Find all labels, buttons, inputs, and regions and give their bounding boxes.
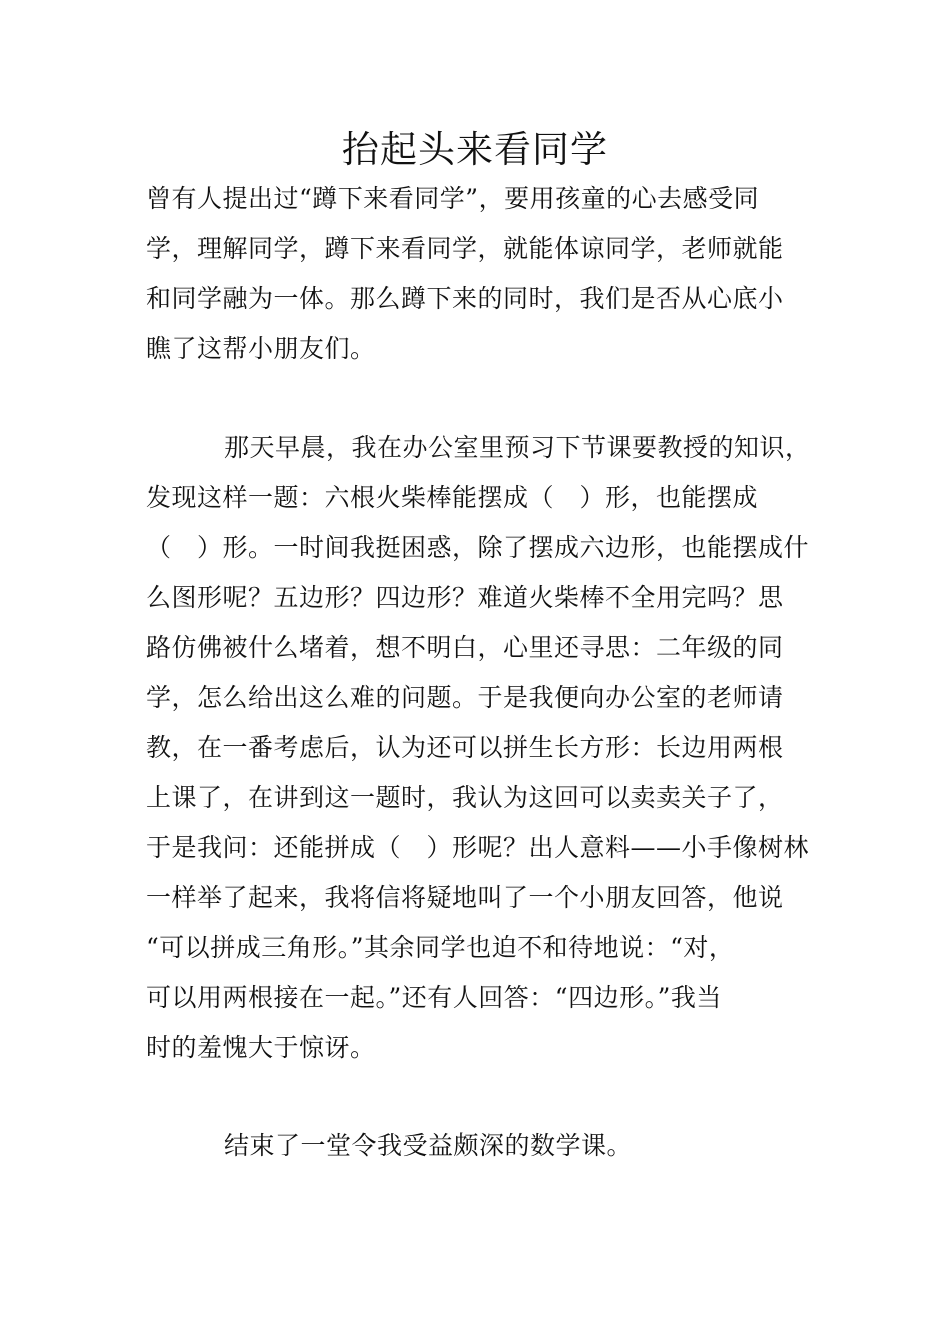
text-line: 学，怎么给出这么难的问题。于是我便向办公室的老师请	[146, 683, 784, 712]
text-line: 可以用两根接在一起。”还有人回答：“四边形。”我当	[146, 983, 722, 1012]
paragraph-1	[146, 174, 826, 374]
paragraph-2	[146, 423, 826, 1073]
text-line: 路仿佛被什么堵着，想不明白，心里还寻思：二年级的同	[146, 633, 784, 662]
text-line: 曾有人提出过“蹲下来看同学”，要用孩童的心去感受同	[146, 184, 760, 213]
document-title: 抬起头来看同学	[342, 128, 608, 171]
text-line: 发现这样一题：六根火柴棒能摆成（ ）形，也能摆成	[146, 483, 759, 512]
text-line: 时的羞愧大于惊讶。	[146, 1033, 376, 1062]
text-line: 瞧了这帮小朋友们。	[146, 334, 376, 363]
text-line: 么图形呢？五边形？四边形？难道火柴棒不全用完吗？思	[146, 583, 784, 612]
text-line: 结束了一堂令我受益颇深的数学课。	[224, 1131, 633, 1160]
text-line: 教，在一番考虑后，认为还可以拼生长方形：长边用两根	[146, 733, 784, 762]
text-line: （ ）形。一时间我挺困惑，除了摆成六边形，也能摆成什	[146, 533, 810, 562]
text-line: “可以拼成三角形。”其余同学也迫不和待地说：“对，	[146, 933, 735, 962]
paragraph-3	[146, 1121, 826, 1171]
text-line: 于是我问：还能拼成（ ）形呢？出人意料——小手像树林	[146, 833, 810, 862]
text-line: 上课了，在讲到这一题时，我认为这回可以卖卖关子了，	[146, 783, 784, 812]
text-line: 学，理解同学，蹲下来看同学，就能体谅同学，老师就能	[146, 234, 784, 263]
text-line: 一样举了起来，我将信将疑地叫了一个小朋友回答，他说	[146, 883, 784, 912]
text-line: 和同学融为一体。那么蹲下来的同时，我们是否从心底小	[146, 284, 784, 313]
text-line: 那天早晨，我在办公室里预习下节课要教授的知识，	[224, 433, 811, 462]
